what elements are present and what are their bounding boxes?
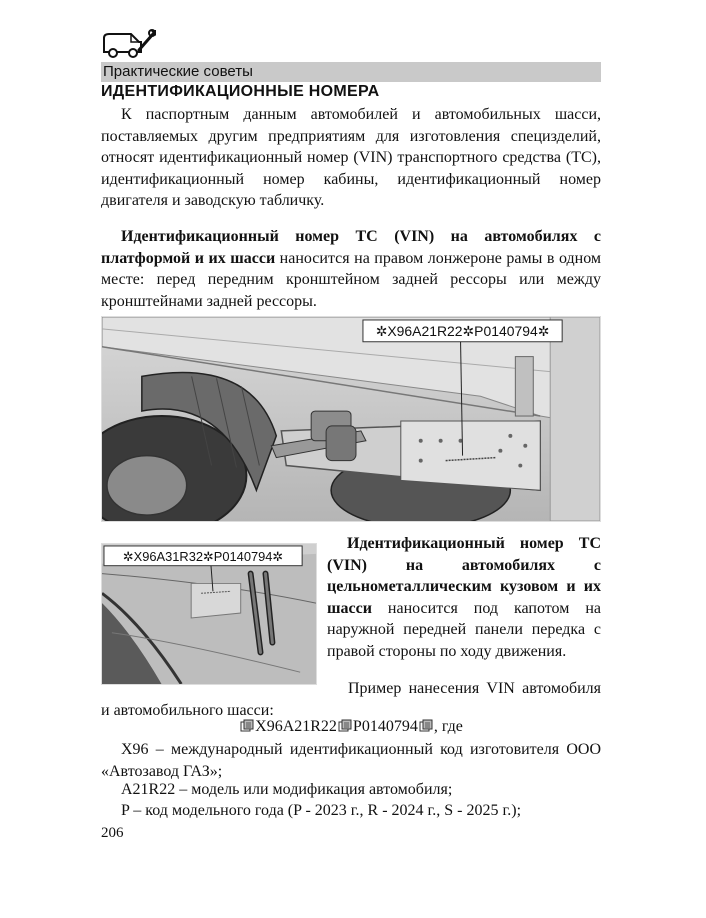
copy-icon — [240, 719, 254, 732]
vin-example-suffix: , где — [433, 718, 463, 735]
paragraph-body-vin-heading: Идентификационный номер ТС (VIN) на автомобилях с цельнометаллическим кузовом и их шасси — [327, 535, 601, 617]
vin-example-part2: P0140794 — [352, 718, 418, 735]
section-header: Практические советы — [101, 62, 601, 82]
paragraph-intro: К паспортным данным автомобилей и автомобильных шасси, поставляемых другим предприятиям для изготовления специзделий, относят идентификационный номер (VIN) транспортного средства (ТС), идентификационный номер кабины, идентификационный номер двигателя и заводскую табличку. — [101, 106, 601, 209]
frame-vin-location-figure — [101, 316, 601, 522]
paragraph-platform-vin-text: наносится на правом лонжероне рамы в одном месте: перед передним кронштейном задней рессоры или между кронштейнами задней рессоры. — [101, 249, 602, 310]
vin-example-part1: X96A21R22 — [255, 718, 337, 735]
paragraph-manufacturer-code: X96 – международный идентификационный код изготовителя ООО «Автозавод ГАЗ»; — [101, 741, 601, 780]
paragraph-body-vin-text: наносится под капотом на наружной передней панели передка с правой стороны по ходу движения. — [327, 599, 601, 660]
frame-vin-label: ✲X96A21R22✲P0140794✲ — [375, 322, 550, 339]
page-number: 206 — [101, 825, 124, 841]
copy-icon — [419, 719, 433, 732]
paragraph-platform-vin-heading: Идентификационный номер ТС (VIN) на автомобилях с платформой и их шасси — [101, 228, 601, 267]
body-vin-label: ✲X96A31R32✲P0140794✲ — [122, 548, 284, 564]
paragraph-vin-example: Пример нанесения VIN автомобиля и автомобильного шасси: — [101, 680, 601, 719]
vin-example-line — [101, 716, 601, 738]
copy-icon — [338, 719, 352, 732]
paragraph-body-vin — [327, 533, 601, 662]
paragraph-platform-vin — [101, 226, 601, 312]
paragraph-model-code: A21R22 – модель или модификация автомобиля; — [121, 781, 453, 798]
body-vin-location-figure — [101, 543, 317, 685]
paragraph-year-code: P – код модельного года (P - 2023 г., R - 2024 г., S - 2025 г.); — [121, 802, 522, 819]
truck-with-wrench-icon — [101, 26, 157, 62]
page-title: ИДЕНТИФИКАЦИОННЫЕ НОМЕРА — [101, 83, 380, 100]
